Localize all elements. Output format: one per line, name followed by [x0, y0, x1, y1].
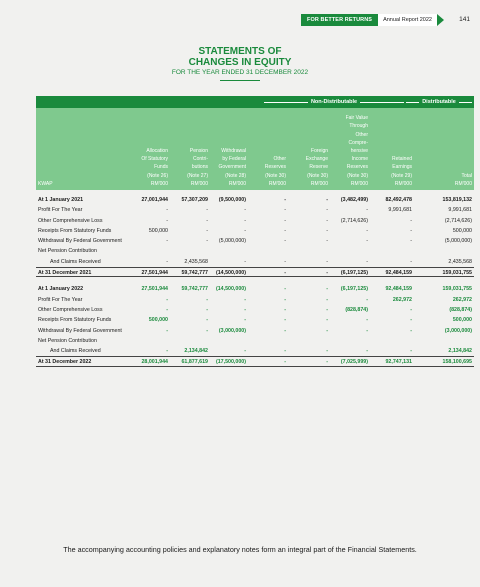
table-row [36, 356, 474, 366]
column-heading-line: RM'000 [350, 180, 368, 187]
row-label: Other Comprehensive Loss [38, 306, 103, 313]
row-value: 500,000 [148, 227, 168, 234]
row-value: - [284, 217, 286, 224]
row-value: - [326, 286, 328, 293]
row-value: - [244, 217, 246, 224]
row-value: - [166, 306, 168, 313]
row-value: (2,714,626) [444, 217, 472, 224]
column-heading-line: RM'000 [394, 180, 412, 187]
column-heading-line: Earnings [392, 164, 412, 171]
column-heading-line: Income [351, 156, 368, 163]
column-heading-line: Compre- [348, 139, 368, 146]
row-value: 27,001,944 [141, 197, 168, 203]
page-number: 141 [459, 16, 470, 23]
column-heading-line: (Note 27) [187, 172, 208, 179]
row-value: - [284, 306, 286, 313]
row-value: - [366, 348, 368, 355]
row-value: - [326, 306, 328, 313]
report-name: Annual Report 2022 [378, 14, 437, 26]
row-value: (5,000,000) [218, 238, 246, 245]
row-value: - [326, 359, 328, 366]
row-value: (828,874) [345, 306, 368, 313]
row-value: 2,134,842 [448, 348, 472, 355]
row-value: 92,484,159 [385, 286, 412, 293]
row-value: - [366, 327, 368, 334]
row-label: At 1 January 2021 [38, 197, 84, 203]
title-divider [220, 80, 260, 81]
row-value: 92,747,131 [385, 359, 412, 366]
column-heading-line: (Note 29) [391, 172, 412, 179]
row-value: - [326, 238, 328, 245]
row-value: 159,031,755 [442, 286, 472, 293]
row-value: - [366, 238, 368, 245]
group-distributable: Distributable [422, 99, 456, 105]
row-value: - [206, 217, 208, 224]
column-heading-line: Other [355, 131, 368, 138]
row-label: Receipts From Statutory Funds [38, 227, 112, 234]
row-value: 159,031,755 [442, 270, 472, 277]
table-row [36, 267, 474, 277]
table-row [36, 195, 474, 205]
row-value: (6,197,125) [340, 270, 368, 277]
column-heading-line: RM'000 [454, 180, 472, 187]
row-value: 27,501,944 [141, 270, 168, 277]
row-value: - [284, 359, 286, 366]
column-heading-line: Contri- [192, 156, 208, 163]
row-value: - [166, 327, 168, 334]
row-label: Profit For The Year [38, 207, 83, 214]
report-header-bar [301, 14, 444, 26]
row-value: - [326, 270, 328, 277]
row-label: At 31 December 2021 [38, 270, 92, 277]
column-heading [324, 114, 368, 188]
column-heading-line: Allocation [146, 147, 168, 154]
table-row [36, 315, 474, 325]
section-gap [36, 277, 474, 284]
row-value: - [326, 296, 328, 303]
row-value: 153,819,132 [442, 197, 472, 203]
page-subtitle: FOR THE YEAR ENDED 31 DECEMBER 2022 [171, 69, 309, 76]
column-heading-line: Fair Value [345, 115, 368, 122]
row-value: - [326, 327, 328, 334]
column-heading [124, 147, 168, 188]
column-heading-line: (Note 30) [347, 172, 368, 179]
row-value: - [244, 258, 246, 265]
entity-label: KWAP [38, 180, 53, 187]
row-value: (14,500,000) [215, 270, 246, 277]
row-value: - [284, 270, 286, 277]
row-label: Net Pension Contribution [38, 248, 97, 255]
row-value: - [244, 207, 246, 214]
row-label: And Claims Received [50, 258, 101, 265]
column-heading [202, 147, 246, 188]
column-heading-line: (Note 30) [265, 172, 286, 179]
row-value: - [244, 306, 246, 313]
column-group-header [36, 96, 474, 108]
title-line-1: STATEMENTS OF [198, 46, 282, 57]
table-row [36, 205, 474, 215]
row-value: 92,484,159 [385, 270, 412, 277]
row-value: 61,877,619 [181, 359, 208, 366]
row-value: - [410, 217, 412, 224]
title-line-2: CHANGES IN EQUITY [188, 57, 292, 68]
column-heading-line: Other [273, 156, 286, 163]
row-value: - [206, 296, 208, 303]
column-heading [242, 155, 286, 188]
row-value: 9,991,681 [388, 207, 412, 214]
row-value: - [410, 327, 412, 334]
row-value: (828,874) [449, 306, 472, 313]
column-heading-line: Reserve [309, 164, 328, 171]
column-heading-line: Government [218, 164, 246, 171]
row-value: (14,500,000) [215, 286, 246, 293]
row-value: 59,742,777 [181, 286, 208, 293]
equity-table [36, 195, 474, 367]
row-label: Receipts From Statutory Funds [38, 317, 112, 324]
row-value: 28,001,944 [141, 359, 168, 366]
row-value: 262,972 [452, 296, 472, 303]
row-value: - [326, 217, 328, 224]
row-value: (6,197,125) [340, 286, 368, 293]
column-heading-line: Retained [391, 156, 412, 163]
row-value: - [166, 217, 168, 224]
table-row [36, 284, 474, 294]
row-value: - [166, 348, 168, 355]
row-value: - [166, 258, 168, 265]
row-value: 82,492,478 [385, 197, 412, 203]
table-row [36, 326, 474, 336]
row-label: At 1 January 2022 [38, 286, 84, 293]
row-value: (3,000,000) [218, 327, 246, 334]
row-value: 500,000 [452, 227, 472, 234]
footnote: The accompanying accounting policies and explanatory notes form an integral part of the Financial Statements. [63, 545, 417, 554]
column-heading-line: Total [461, 172, 472, 179]
row-value: (5,000,000) [444, 238, 472, 245]
table-row [36, 346, 474, 356]
row-value: - [410, 306, 412, 313]
column-heading-line: RM'000 [190, 180, 208, 187]
row-value: - [284, 227, 286, 234]
group-non-distributable: Non-Distributable [310, 99, 358, 105]
row-value: (3,000,000) [444, 327, 472, 334]
row-value: - [284, 317, 286, 324]
row-value: (17,500,000) [215, 359, 246, 366]
column-heading-line: Reserves [264, 164, 286, 171]
column-heading-line: RM'000 [150, 180, 168, 187]
row-value: - [284, 238, 286, 245]
row-value: 27,501,944 [141, 286, 168, 293]
table-row [36, 336, 474, 346]
row-value: - [244, 348, 246, 355]
row-label: Withdrawal By Federal Government [38, 327, 122, 334]
column-heading-line: Foreign [311, 147, 328, 154]
table-row [36, 236, 474, 246]
row-value: - [410, 258, 412, 265]
arrow-icon [437, 14, 444, 26]
table-row [36, 226, 474, 236]
row-label: Net Pension Contribution [38, 337, 97, 344]
row-label: Withdrawal By Federal Government [38, 238, 122, 245]
column-heading-line: (Note 30) [307, 172, 328, 179]
column-heading [284, 147, 328, 188]
table-row [36, 305, 474, 315]
row-value: - [326, 197, 328, 203]
column-heading-line: Funds [154, 164, 168, 171]
row-value: - [410, 317, 412, 324]
row-value: - [206, 327, 208, 334]
row-value: 2,435,568 [448, 258, 472, 265]
row-value: - [326, 317, 328, 324]
row-value: 158,100,695 [442, 359, 472, 366]
row-value: - [244, 227, 246, 234]
column-heading-line: RM'000 [310, 180, 328, 187]
row-value: (3,482,499) [340, 197, 368, 203]
column-heading-line: butions [191, 164, 208, 171]
row-value: - [206, 227, 208, 234]
row-value: - [366, 207, 368, 214]
row-value: - [166, 296, 168, 303]
column-heading-line: Reserves [346, 164, 368, 171]
row-value: - [166, 207, 168, 214]
column-heading-line: Of Statutory [141, 156, 168, 163]
row-value: - [410, 227, 412, 234]
row-value: - [284, 258, 286, 265]
row-value: - [206, 238, 208, 245]
row-value: - [366, 317, 368, 324]
column-heading-line: Exchange [305, 156, 328, 163]
table-row [36, 257, 474, 267]
column-heading [428, 172, 472, 188]
table-row [36, 246, 474, 256]
column-heading-line: (Note 26) [147, 172, 168, 179]
column-heading-line: RM'000 [268, 180, 286, 187]
row-label: Other Comprehensive Loss [38, 217, 103, 224]
column-heading-line: Pension [189, 147, 208, 154]
brand-tag: FOR BETTER RETURNS [301, 14, 378, 26]
row-value: - [206, 207, 208, 214]
row-value: 500,000 [148, 317, 168, 324]
row-value: 2,435,568 [184, 258, 208, 265]
row-value: - [410, 238, 412, 245]
page-title [0, 46, 480, 68]
row-value: 2,134,842 [184, 348, 208, 355]
row-value: - [284, 207, 286, 214]
row-value: 57,307,209 [181, 197, 208, 203]
column-heading-line: Through [349, 123, 368, 130]
row-value: - [284, 296, 286, 303]
row-value: - [166, 238, 168, 245]
row-label: At 31 December 2022 [38, 359, 92, 366]
column-heading-line: (Note 28) [225, 172, 246, 179]
column-heading-line: Withdrawal [221, 147, 246, 154]
row-value: - [244, 317, 246, 324]
row-value: 500,000 [452, 317, 472, 324]
row-value: - [326, 258, 328, 265]
column-heading-line: by Federal [222, 156, 246, 163]
row-value: - [244, 296, 246, 303]
row-value: 59,742,777 [181, 270, 208, 277]
row-value: - [284, 327, 286, 334]
column-heading-line: hensive [350, 147, 368, 154]
row-value: - [326, 348, 328, 355]
row-value: - [366, 227, 368, 234]
row-label: And Claims Received [50, 348, 101, 355]
row-label: Profit For The Year [38, 296, 83, 303]
row-value: - [410, 348, 412, 355]
row-value: (7,025,999) [340, 359, 368, 366]
row-value: - [206, 306, 208, 313]
column-heading [368, 155, 412, 188]
row-value: - [366, 296, 368, 303]
row-value: (2,714,626) [340, 217, 368, 224]
row-value: 9,991,681 [448, 207, 472, 214]
row-value: 262,972 [392, 296, 412, 303]
row-value: - [284, 286, 286, 293]
row-value: - [284, 197, 286, 203]
column-heading-line: RM'000 [228, 180, 246, 187]
row-value: (9,500,000) [218, 197, 246, 203]
row-value: - [284, 348, 286, 355]
column-header [36, 108, 474, 190]
row-value: - [366, 258, 368, 265]
table-row [36, 216, 474, 226]
row-value: - [326, 207, 328, 214]
row-value: - [206, 317, 208, 324]
row-value: - [326, 227, 328, 234]
table-row [36, 295, 474, 305]
